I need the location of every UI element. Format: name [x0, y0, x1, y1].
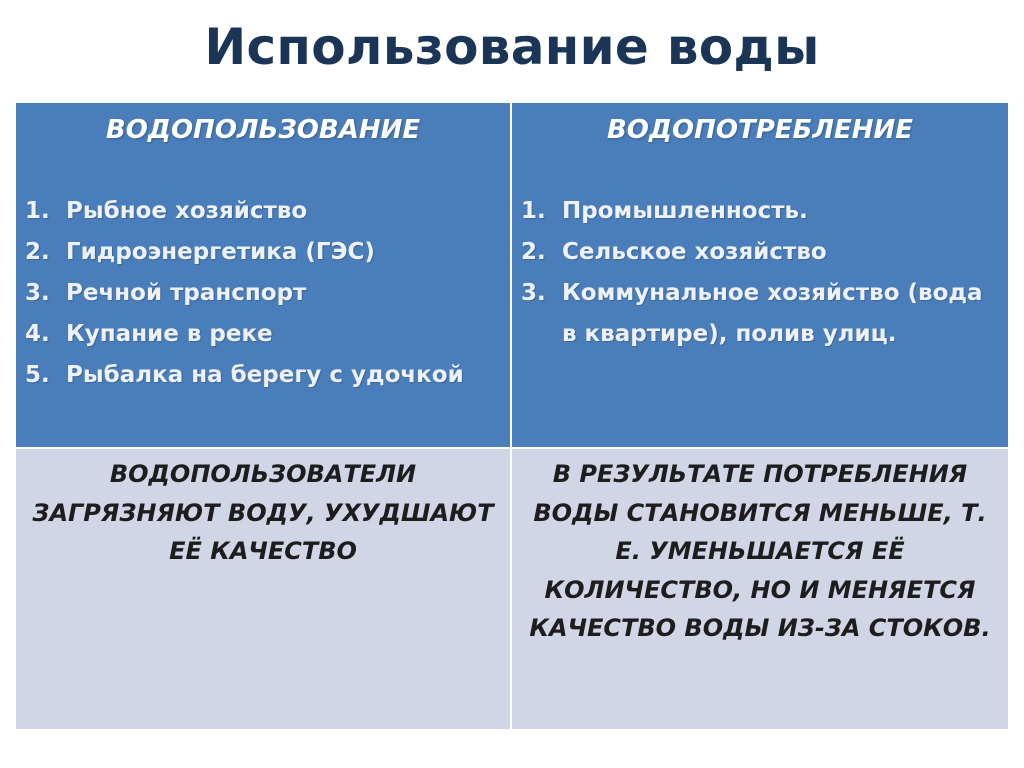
- water-consumption-list: [512, 191, 1000, 355]
- page-title: Использование воды: [204, 18, 820, 76]
- list-item: 5. Рыбалка на берегу с удочкой: [25, 362, 464, 388]
- list-item: 2. Сельское хозяйство: [521, 239, 827, 265]
- list-item: 3. Речной транспорт: [25, 280, 307, 306]
- comparison-table: [16, 103, 1008, 729]
- water-use-statement-cell: [16, 449, 510, 729]
- list-item: 2. Гидроэнергетика (ГЭС): [25, 239, 375, 265]
- water-use-statement: ВОДОПОЛЬЗОВАТЕЛИ ЗАГРЯЗНЯЮТ ВОДУ, УХУДШАЮТ ЕЁ КАЧЕСТВО: [32, 460, 494, 565]
- water-consumption-statement-cell: [512, 449, 1008, 729]
- water-use-list: [16, 191, 502, 396]
- water-use-header: ВОДОПОЛЬЗОВАНИЕ: [105, 115, 421, 145]
- water-consumption-header: ВОДОПОТРЕБЛЕНИЕ: [606, 115, 914, 145]
- list-item: 1. Промышленность.: [521, 198, 808, 224]
- list-item: 1. Рыбное хозяйство: [25, 198, 308, 224]
- water-consumption-cell: [512, 103, 1008, 447]
- list-item: 4. Купание в реке: [25, 321, 273, 347]
- water-consumption-statement: В РЕЗУЛЬТАТЕ ПОТРЕБЛЕНИЯ ВОДЫ СТАНОВИТСЯ МЕНЬШЕ, Т. Е. УМЕНЬШАЕТСЯ ЕЁ КОЛИЧЕСТВО, НО И МЕНЯЕТСЯ КАЧЕСТВО ВОДЫ ИЗ-ЗА СТОКОВ.: [529, 460, 991, 642]
- list-item: 3. Коммунальное хозяйство (вода в квартире), полив улиц.: [521, 280, 983, 347]
- water-use-cell: [16, 103, 510, 447]
